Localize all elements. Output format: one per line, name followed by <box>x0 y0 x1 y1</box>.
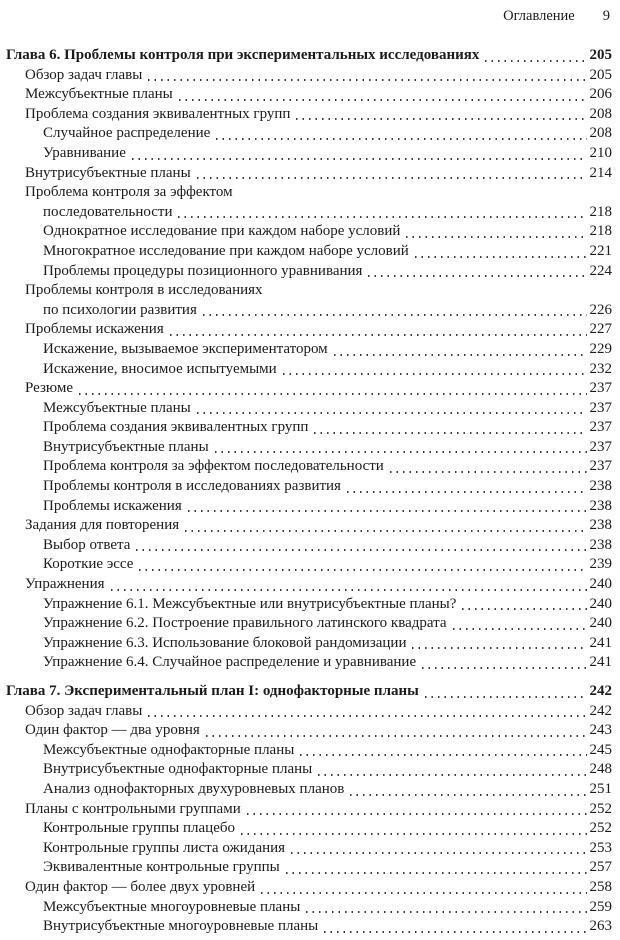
toc-entry-title: Упражнение 6.3. Использование блоковой рандомизации <box>43 634 407 651</box>
toc-entry-page: 248 <box>589 761 612 778</box>
toc-entry <box>6 634 612 654</box>
toc-entry-page: 251 <box>589 780 612 797</box>
toc-entry-title: Упражнение 6.4. Случайное распределение и уравнивание <box>43 654 417 671</box>
toc-entry-page: 229 <box>589 340 612 357</box>
toc-entry-title: Проблемы искажения <box>25 321 164 338</box>
dot-leader <box>132 158 587 160</box>
toc-entry-page: 224 <box>589 262 612 279</box>
toc-entry <box>6 85 612 105</box>
toc-entry-title: Планы с контрольными группами <box>25 800 241 817</box>
dot-leader <box>216 138 586 140</box>
toc-chapter-entry <box>6 682 612 702</box>
toc-entry-page: 241 <box>589 634 612 651</box>
toc-entry <box>6 575 612 595</box>
running-head-page-number: 9 <box>602 8 610 24</box>
toc-entry-page: 263 <box>589 918 612 935</box>
toc-entry <box>6 839 612 859</box>
toc-entry-page: 238 <box>589 536 612 553</box>
toc-entry <box>6 340 612 360</box>
toc-entry-title: Контрольные группы листа ожидания <box>43 839 286 856</box>
toc-entry-page: 245 <box>589 741 612 758</box>
dot-leader <box>425 696 587 698</box>
toc-entry <box>6 477 612 497</box>
toc-entry-page: 242 <box>589 683 612 699</box>
dot-leader <box>197 412 587 414</box>
dot-leader <box>453 628 587 630</box>
toc-entry <box>6 222 612 242</box>
toc-entry-page: 206 <box>589 86 612 103</box>
toc-entry <box>6 262 612 282</box>
toc-entry-page: 226 <box>589 301 612 318</box>
toc-entry-page: 237 <box>589 399 612 416</box>
toc-entry-page: 240 <box>589 576 612 593</box>
dot-leader <box>334 354 587 356</box>
dot-leader <box>179 99 587 101</box>
toc-entry <box>6 760 612 780</box>
dot-leader <box>185 530 586 532</box>
toc-entry-page: 237 <box>589 458 612 475</box>
dot-leader <box>215 451 587 453</box>
dot-leader <box>261 892 586 894</box>
toc-entry <box>6 457 612 477</box>
toc-entry-page: 210 <box>589 144 612 161</box>
running-head-title: Оглавление <box>503 8 575 24</box>
toc-entry-title: Резюме <box>25 380 74 397</box>
toc-entry-title: Проблемы искажения <box>43 497 182 514</box>
dot-leader <box>300 754 586 756</box>
dot-leader <box>306 911 586 913</box>
toc-entry-title: Межсубъектные планы <box>25 86 173 103</box>
dot-leader <box>347 491 587 493</box>
toc-entry <box>6 702 612 722</box>
toc-entry <box>6 399 612 419</box>
toc-entry <box>6 66 612 86</box>
toc-entry <box>6 497 612 517</box>
toc-entry-page: 227 <box>589 321 612 338</box>
dot-leader <box>247 813 587 815</box>
toc-entry <box>6 917 612 937</box>
toc-entry-title: Внутрисубъектные многоуровневые планы <box>43 918 319 935</box>
toc-entry-page: 258 <box>589 878 612 895</box>
toc-entry-title: Внутрисубъектные однофакторные планы <box>43 761 313 778</box>
toc-entry <box>6 858 612 878</box>
toc-entry-title: по психологии развития <box>43 301 197 318</box>
dot-leader <box>197 177 587 179</box>
dot-leader <box>136 549 586 551</box>
dot-leader <box>203 314 587 316</box>
toc-entry-page: 253 <box>589 839 612 856</box>
toc-entry-title: Проблема создания эквивалентных групп <box>43 419 309 436</box>
toc-entry-title: Упражнение 6.1. Межсубъектные или внутрисубъектные планы? <box>43 595 457 612</box>
dot-leader <box>415 256 587 258</box>
toc-entry-page: 240 <box>589 595 612 612</box>
toc-entry <box>6 741 612 761</box>
toc-entry <box>6 653 612 673</box>
dot-leader <box>350 794 586 796</box>
toc-entry-page: 252 <box>589 800 612 817</box>
toc-entry-page: 205 <box>589 66 612 83</box>
dot-leader <box>324 931 586 933</box>
toc-entry <box>6 595 612 615</box>
toc-entry <box>6 242 612 262</box>
toc-entry-title: Проблемы процедуры позиционного уравнивания <box>43 262 363 279</box>
toc-entry-title: Анализ однофакторных двухуровневых планов <box>43 780 345 797</box>
dot-leader <box>406 236 586 238</box>
toc-entry <box>6 105 612 125</box>
toc-entry-page: 218 <box>589 203 612 220</box>
toc-entry-page: 259 <box>589 898 612 915</box>
toc-entry <box>6 555 612 575</box>
dot-leader <box>390 471 587 473</box>
toc-entry <box>6 800 612 820</box>
dot-leader <box>178 216 586 218</box>
toc-entry-title: Глава 6. Проблемы контроля при экспериментальных исследованиях <box>6 47 480 63</box>
toc-entry <box>6 418 612 438</box>
toc-entry-page: 205 <box>589 47 612 63</box>
dot-leader <box>296 118 586 120</box>
dot-leader <box>79 393 586 395</box>
dot-leader <box>412 647 586 649</box>
dot-leader <box>318 774 586 776</box>
toc-entry-title: Глава 7. Экспериментальный план I: однофакторные планы <box>6 683 419 699</box>
toc-entry-page: 218 <box>589 223 612 240</box>
toc-entry <box>6 536 612 556</box>
toc-entry-page: 237 <box>589 438 612 455</box>
toc-entry-title: Короткие эссе <box>43 556 134 573</box>
toc-entry-page: 238 <box>589 517 612 534</box>
dot-leader <box>170 334 587 336</box>
toc-entry-title: Межсубъектные планы <box>43 399 191 416</box>
toc-entry-title: Один фактор — два уровня <box>25 722 200 739</box>
toc-entry-page: 208 <box>589 105 612 122</box>
dot-leader <box>291 852 586 854</box>
toc-entry-title: Искажение, вносимое испытуемыми <box>43 360 277 377</box>
toc-entry <box>6 379 612 399</box>
dot-leader <box>422 667 586 669</box>
dot-leader <box>485 60 586 62</box>
toc-entry-title: Упражнения <box>25 576 105 593</box>
toc-entry-page: 237 <box>589 380 612 397</box>
dot-leader <box>283 373 587 375</box>
toc-entry-title: Контрольные группы плацебо <box>43 820 235 837</box>
toc-entry <box>6 281 612 301</box>
toc-entry-title: Внутрисубъектные планы <box>25 164 191 181</box>
toc-entry-title: Один фактор — более двух уровней <box>25 878 256 895</box>
toc-entry-title: Выбор ответа <box>43 536 131 553</box>
toc-entry <box>6 183 612 203</box>
toc-entry <box>6 203 612 223</box>
toc-entry-title: Задания для повторения <box>25 517 180 534</box>
toc-entry <box>6 438 612 458</box>
toc-entry-title: Межсубъектные многоуровневые планы <box>43 898 301 915</box>
toc-entry <box>6 898 612 918</box>
toc-entry-title: Проблемы контроля в исследованиях <box>25 282 263 299</box>
toc-entry <box>6 878 612 898</box>
toc-entry <box>6 301 612 321</box>
toc-entry-title: Проблема контроля за эффектом <box>25 184 233 201</box>
toc-entry <box>6 780 612 800</box>
toc-entry-page: 238 <box>589 478 612 495</box>
toc-entry <box>6 164 612 184</box>
toc-entry <box>6 320 612 340</box>
toc-entry <box>6 124 612 144</box>
toc-entry-title: Проблемы контроля в исследованиях развития <box>43 478 341 495</box>
dot-leader <box>206 735 587 737</box>
toc-entry-title: Случайное распределение <box>43 125 211 142</box>
toc-entry-title: последовательности <box>43 203 173 220</box>
toc-entry-title: Обзор задач главы <box>25 702 143 719</box>
toc-entry-title: Упражнение 6.2. Построение правильного латинского квадрата <box>43 615 447 632</box>
toc-entry-title: Однократное исследование при каждом наборе условий <box>43 223 401 240</box>
toc-entry-title: Обзор задач главы <box>25 66 143 83</box>
toc-entry-page: 243 <box>589 722 612 739</box>
toc-entry-page: 239 <box>589 556 612 573</box>
dot-leader <box>286 872 587 874</box>
dot-leader <box>314 432 586 434</box>
toc-entry <box>6 819 612 839</box>
dot-leader <box>241 833 587 835</box>
toc-entry-title: Уравнивание <box>43 144 126 161</box>
toc-entry <box>6 721 612 741</box>
toc-entry-page: 237 <box>589 419 612 436</box>
toc-entry-title: Проблема контроля за эффектом последовательности <box>43 458 384 475</box>
dot-leader <box>148 715 586 717</box>
toc-entry-title: Многократное исследование при каждом наборе условий <box>43 242 409 259</box>
toc-entry-page: 221 <box>589 242 612 259</box>
toc-entry-title: Искажение, вызываемое экспериментатором <box>43 340 328 357</box>
toc-entry-page: 208 <box>589 125 612 142</box>
toc-entry-title: Эквивалентные контрольные группы <box>43 859 280 876</box>
toc-list <box>6 46 612 937</box>
running-head <box>6 6 612 25</box>
toc-entry-title: Межсубъектные однофакторные планы <box>43 741 295 758</box>
dot-leader <box>188 510 587 512</box>
dot-leader <box>462 608 586 610</box>
dot-leader <box>368 275 586 277</box>
toc-entry-page: 242 <box>589 702 612 719</box>
toc-entry <box>6 516 612 536</box>
toc-entry-page: 240 <box>589 615 612 632</box>
toc-entry-page: 232 <box>589 360 612 377</box>
toc-entry-title: Внутрисубъектные планы <box>43 438 209 455</box>
toc-entry-page: 214 <box>589 164 612 181</box>
toc-entry-title: Проблема создания эквивалентных групп <box>25 105 291 122</box>
toc-entry <box>6 614 612 634</box>
toc-entry-page: 238 <box>589 497 612 514</box>
toc-entry <box>6 360 612 380</box>
dot-leader <box>139 569 586 571</box>
toc-entry-page: 257 <box>589 859 612 876</box>
toc-entry-page: 252 <box>589 820 612 837</box>
toc-chapter-entry <box>6 46 612 66</box>
dot-leader <box>111 589 587 591</box>
dot-leader <box>148 79 586 81</box>
toc-entry-page: 241 <box>589 654 612 671</box>
toc-entry <box>6 144 612 164</box>
